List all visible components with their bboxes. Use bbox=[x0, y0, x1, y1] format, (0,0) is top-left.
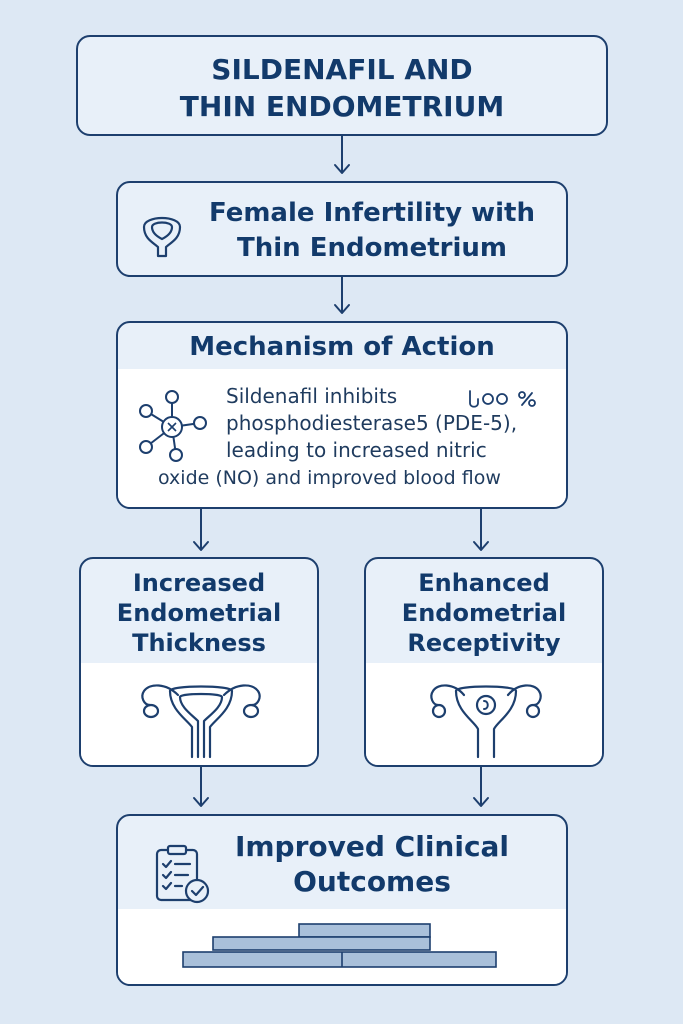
thickness-box bbox=[79, 557, 319, 767]
arrow-receptivity-to-outcome bbox=[474, 767, 488, 806]
bar-top bbox=[299, 924, 430, 937]
mechanism-line-1: Sildenafil inhibits bbox=[226, 384, 398, 408]
thickness-line-2: Endometrial bbox=[116, 599, 282, 627]
condition-box bbox=[116, 181, 568, 277]
receptivity-line-3: Receptivity bbox=[407, 629, 561, 657]
outcome-line-2: Outcomes bbox=[293, 865, 451, 898]
outcome-line-1: Improved Clinical bbox=[234, 830, 510, 863]
molecule-icon bbox=[132, 387, 212, 467]
uterus-embryo-icon bbox=[426, 675, 546, 759]
receptivity-line-1: Enhanced bbox=[418, 569, 550, 597]
thickness-line-3: Thickness bbox=[132, 629, 266, 657]
stacked-bars-graphic bbox=[116, 909, 568, 986]
condition-line-2: Thin Endometrium bbox=[237, 233, 507, 263]
small-molecule-icon bbox=[464, 387, 540, 411]
outcome-box bbox=[116, 814, 568, 986]
bar-middle bbox=[213, 937, 430, 950]
arrow-title-to-condition bbox=[335, 136, 349, 173]
mechanism-line-2: phosphodiesterase5 (PDE-5), bbox=[226, 411, 518, 435]
condition-line-1: Female Infertility with bbox=[209, 198, 535, 228]
title-box bbox=[76, 35, 608, 136]
mechanism-heading: Mechanism of Action bbox=[189, 332, 495, 362]
title-line-2: THIN ENDOMETRIUM bbox=[179, 90, 505, 123]
mechanism-line-3: leading to increased nitric bbox=[226, 438, 487, 462]
receptivity-box bbox=[364, 557, 604, 767]
uterus-icon bbox=[136, 675, 266, 759]
arrow-mechanism-to-receptivity bbox=[474, 509, 488, 550]
title-line-1: SILDENAFIL AND bbox=[211, 53, 473, 86]
mechanism-box bbox=[116, 321, 568, 509]
thickness-line-1: Increased bbox=[132, 569, 266, 597]
bar-bottom bbox=[183, 952, 496, 967]
arrow-mechanism-to-thickness bbox=[194, 509, 208, 550]
mechanism-line-4: oxide (NO) and improved blood flow bbox=[158, 467, 501, 489]
receptivity-line-2: Endometrial bbox=[401, 599, 567, 627]
arrow-condition-to-mechanism bbox=[335, 277, 349, 313]
arrow-thickness-to-outcome bbox=[194, 767, 208, 806]
uterus-icon bbox=[136, 209, 188, 261]
